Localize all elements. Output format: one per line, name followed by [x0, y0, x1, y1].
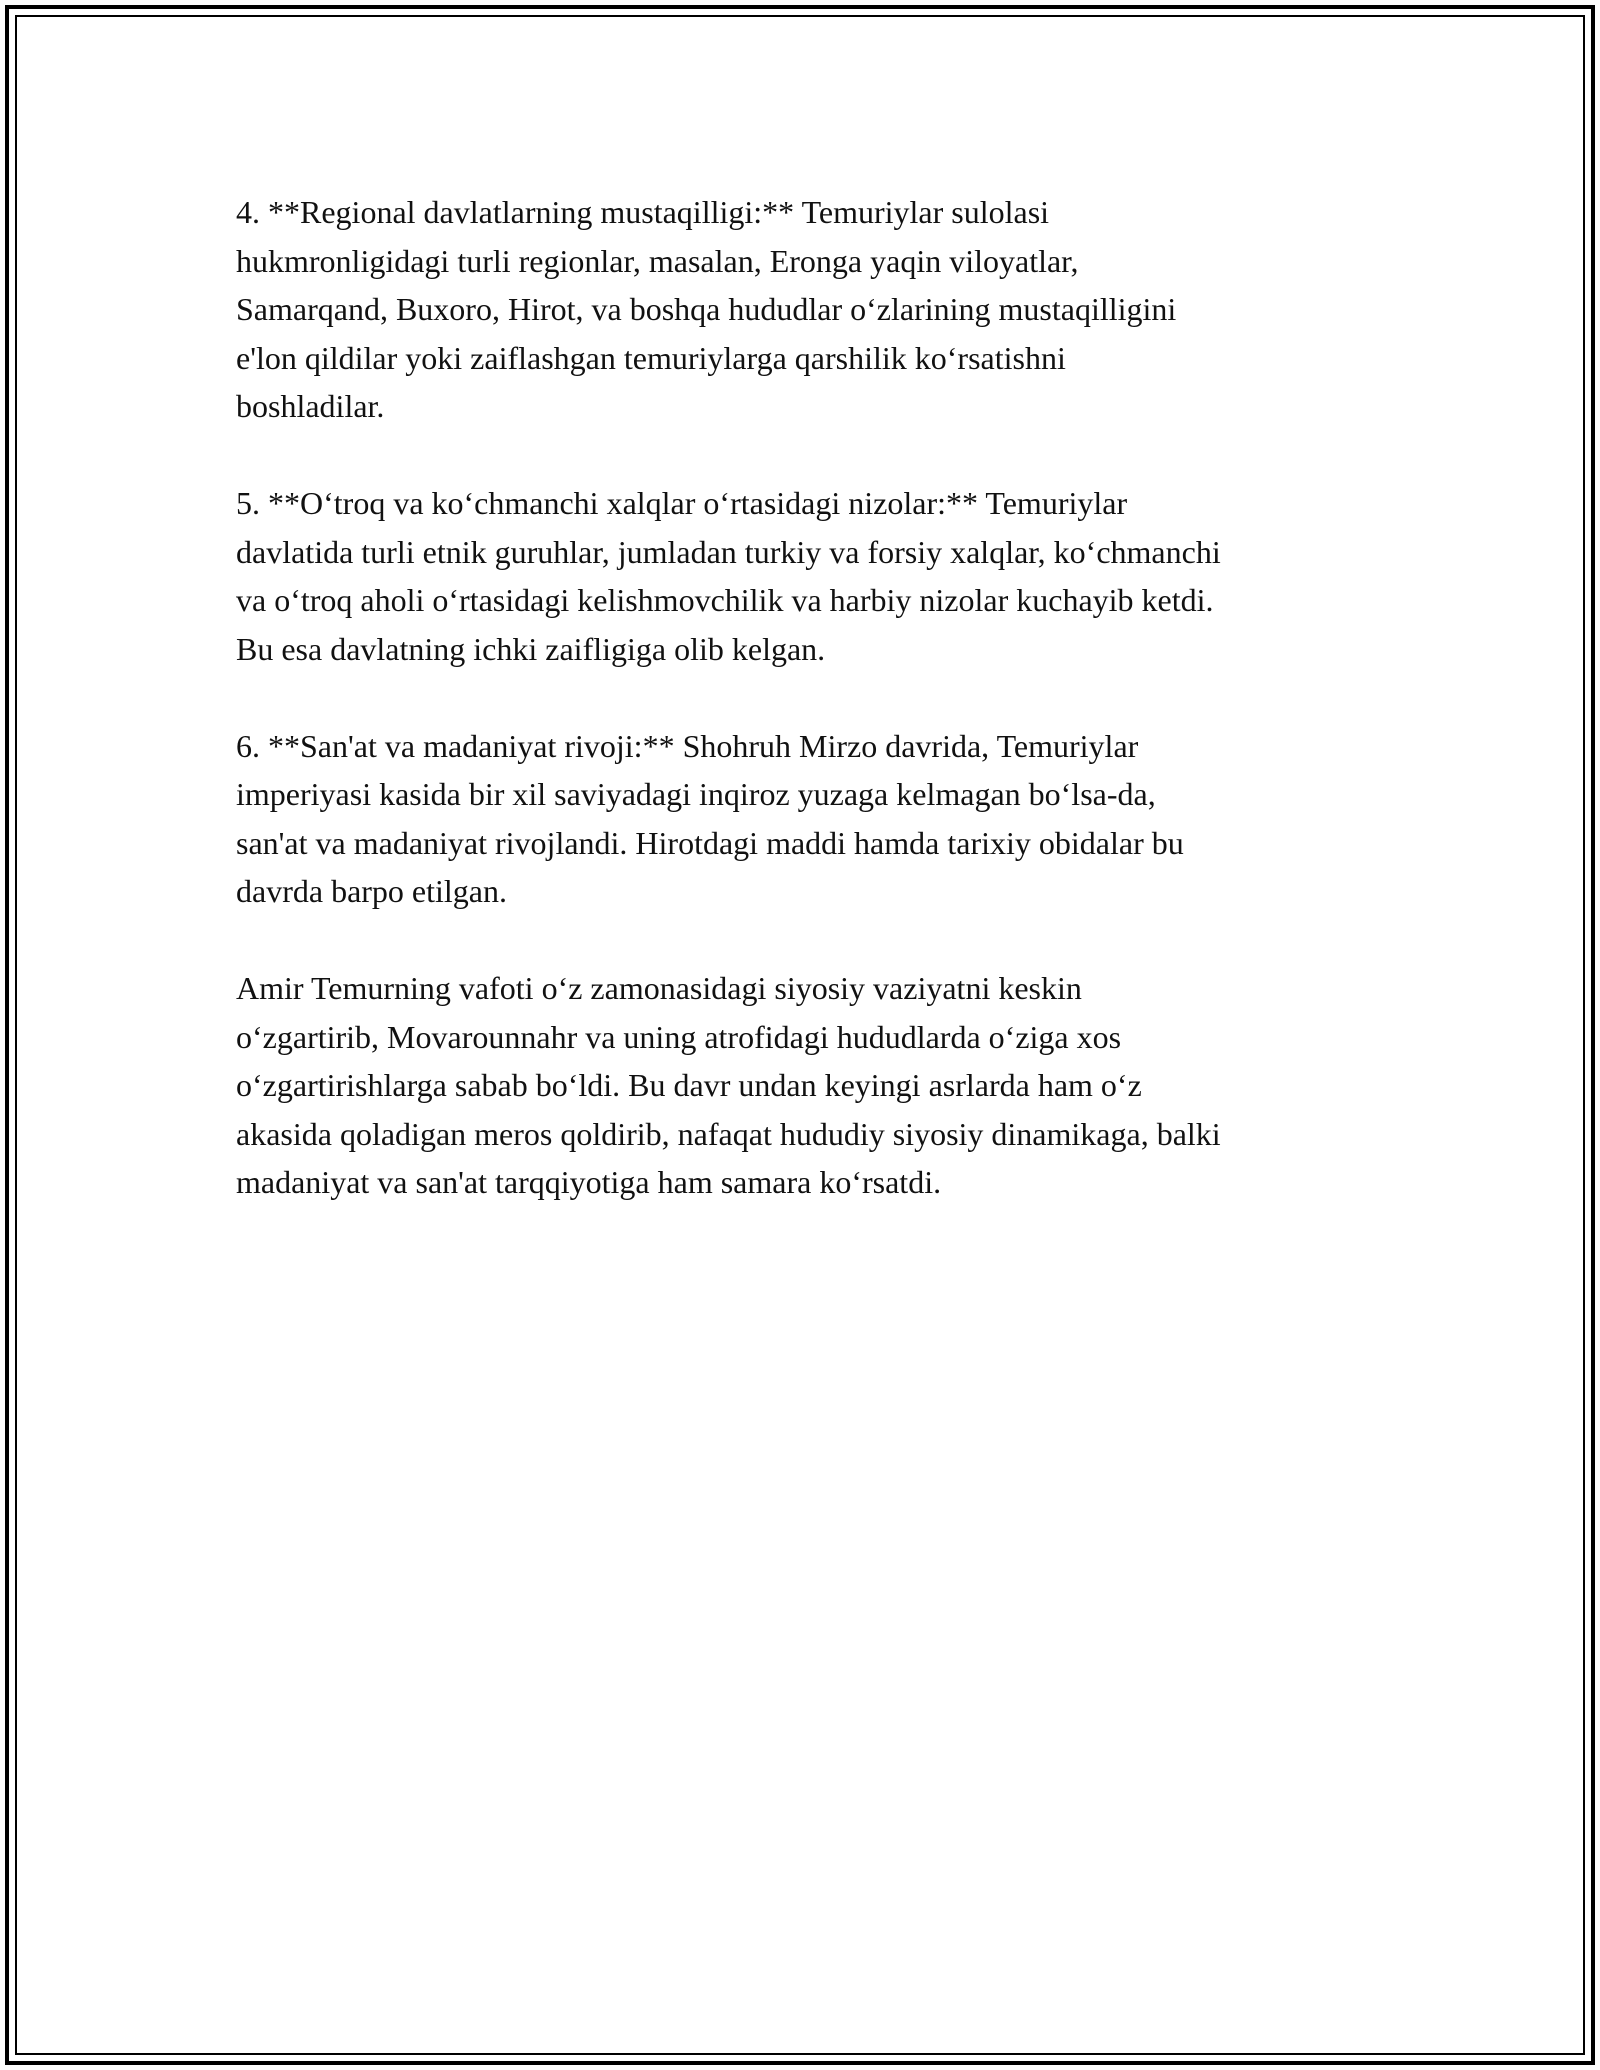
paragraph-item-6: 6. **San'at va madaniyat rivoji:** Shohruh Mirzo davrida, Temuriylar imperiyasi kasida bir xil saviyadagi inqiroz yuzaga kelmagan bo‘lsa-da, san'at va madaniyat rivojlandi. Hirotdagi maddi hamda tarixiy obidalar bu davrda barpo etilgan. — [236, 727, 1184, 909]
paragraph-item-5: 5. **O‘troq va ko‘chmanchi xalqlar o‘rtasidagi nizolar:** Temuriylar davlatida turli etnik guruhlar, jumladan turkiy va forsiy xalqlar, ko‘chmanchi va o‘troq aholi o‘rtasidagi kelishmovchilik va harbiy nizolar kuchayib ketdi. Bu esa davlatning ichki zaifligiga olib kelgan. — [236, 485, 1221, 667]
paragraph-conclusion: Amir Temurning vafoti o‘z zamonasidagi siyosiy vaziyatni keskin o‘zgartirib, Movarounnahr va uning atrofidagi hududlarda o‘ziga xos o‘zgartirishlarga sabab bo‘ldi. Bu davr undan keyingi asrlarda ham o‘z akasida qoladigan meros qoldirib, nafaqat hududiy siyosiy dinamikaga, balki madaniyat va san'at tarqqiyotiga ham samara ko‘rsatdi. — [236, 970, 1221, 1200]
document-body — [236, 188, 1376, 1255]
paragraph-item-4: 4. **Regional davlatlarning mustaqilligi:** Temuriylar sulolasi hukmronligidagi turli regionlar, masalan, Eronga yaqin viloyatlar, Samarqand, Buxoro, Hirot, va boshqa hududlar o‘zlarining mustaqilligini e'lon qildilar yoki zaiflashgan temuriylarga qarshilik ko‘rsatishni boshladilar. — [236, 194, 1177, 424]
